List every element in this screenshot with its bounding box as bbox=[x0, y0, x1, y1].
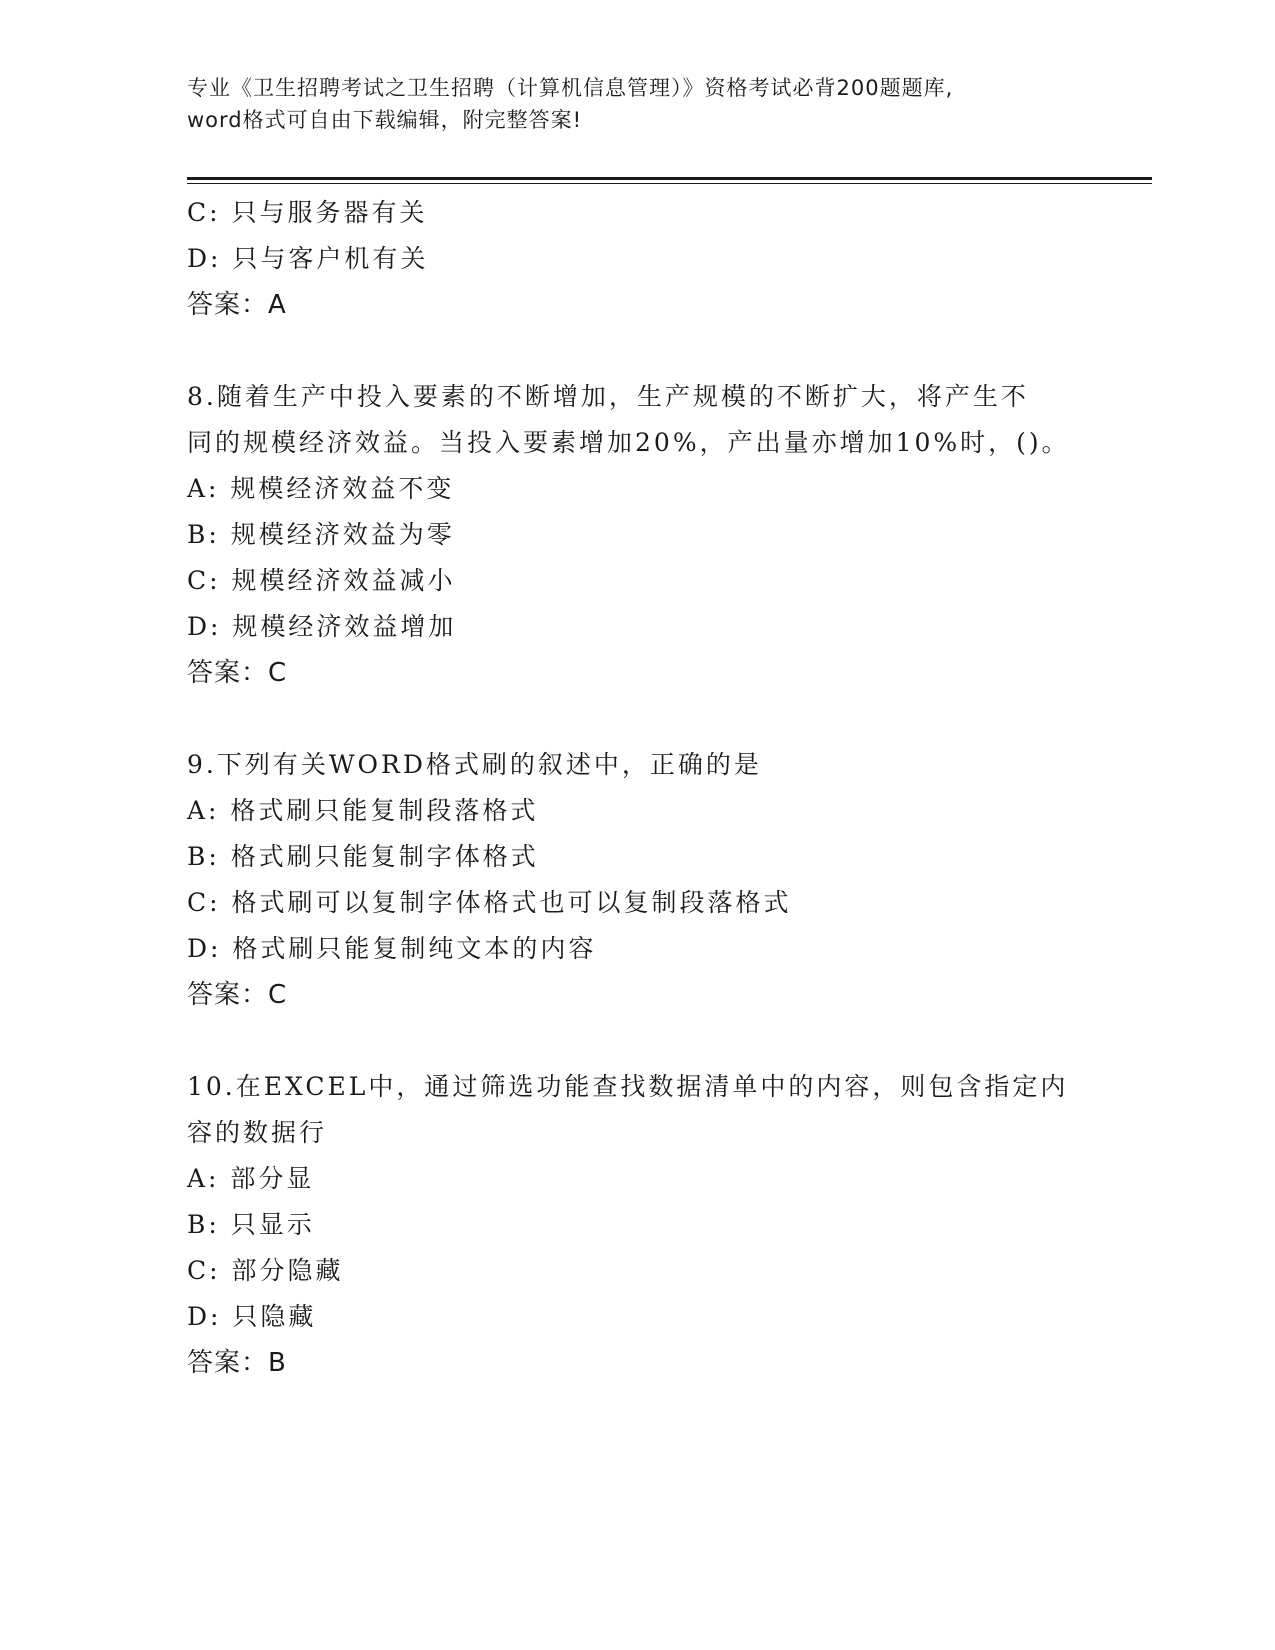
question-stem: 9.下列有关WORD格式刷的叙述中，正确的是 bbox=[187, 750, 762, 779]
option-d: D: 只与客户机有关 bbox=[187, 244, 429, 273]
document-header bbox=[187, 72, 1087, 136]
question-stem-continued: 容的数据行 bbox=[187, 1118, 328, 1147]
header-divider-thick bbox=[187, 177, 1152, 180]
spacer bbox=[187, 1018, 1087, 1064]
option-d: D: 格式刷只能复制纯文本的内容 bbox=[187, 934, 597, 963]
question-10-block bbox=[187, 1064, 1087, 1386]
option-a: A: 格式刷只能复制段落格式 bbox=[187, 796, 539, 825]
header-title-line-1: 专业《卫生招聘考试之卫生招聘（计算机信息管理）》资格考试必背200题题库, bbox=[187, 76, 954, 100]
question-9-block bbox=[187, 742, 1087, 1018]
question-stem-continued: 同的规模经济效益。当投入要素增加20%，产出量亦增加10%时，()。 bbox=[187, 428, 1070, 457]
option-a: A: 规模经济效益不变 bbox=[187, 474, 455, 503]
spacer bbox=[187, 328, 1087, 374]
header-title-line-2: word格式可自由下载编辑，附完整答案! bbox=[187, 108, 583, 132]
answer-line: 答案：C bbox=[187, 980, 288, 1010]
answer-line: 答案：C bbox=[187, 658, 288, 688]
option-a: A: 部分显 bbox=[187, 1164, 315, 1193]
header-divider-thin bbox=[187, 183, 1152, 184]
answer-line: 答案：A bbox=[187, 290, 287, 320]
option-b: B: 只显示 bbox=[187, 1210, 315, 1239]
option-d: D: 只隐藏 bbox=[187, 1302, 317, 1331]
question-8-block bbox=[187, 374, 1087, 696]
option-c: C: 格式刷可以复制字体格式也可以复制段落格式 bbox=[187, 888, 792, 917]
option-b: B: 格式刷只能复制字体格式 bbox=[187, 842, 539, 871]
question-stem: 10.在EXCEL中，通过筛选功能查找数据清单中的内容，则包含指定内 bbox=[187, 1072, 1069, 1101]
question-stem: 8.随着生产中投入要素的不断增加，生产规模的不断扩大，将产生不 bbox=[187, 382, 1029, 411]
option-c: C: 只与服务器有关 bbox=[187, 198, 428, 227]
question-list bbox=[187, 190, 1087, 1386]
option-b: B: 规模经济效益为零 bbox=[187, 520, 455, 549]
option-c: C: 部分隐藏 bbox=[187, 1256, 344, 1285]
option-c: C: 规模经济效益减小 bbox=[187, 566, 456, 595]
answer-line: 答案：B bbox=[187, 1348, 287, 1378]
spacer bbox=[187, 696, 1087, 742]
option-d: D: 规模经济效益增加 bbox=[187, 612, 457, 641]
prev-question-block bbox=[187, 190, 1087, 328]
